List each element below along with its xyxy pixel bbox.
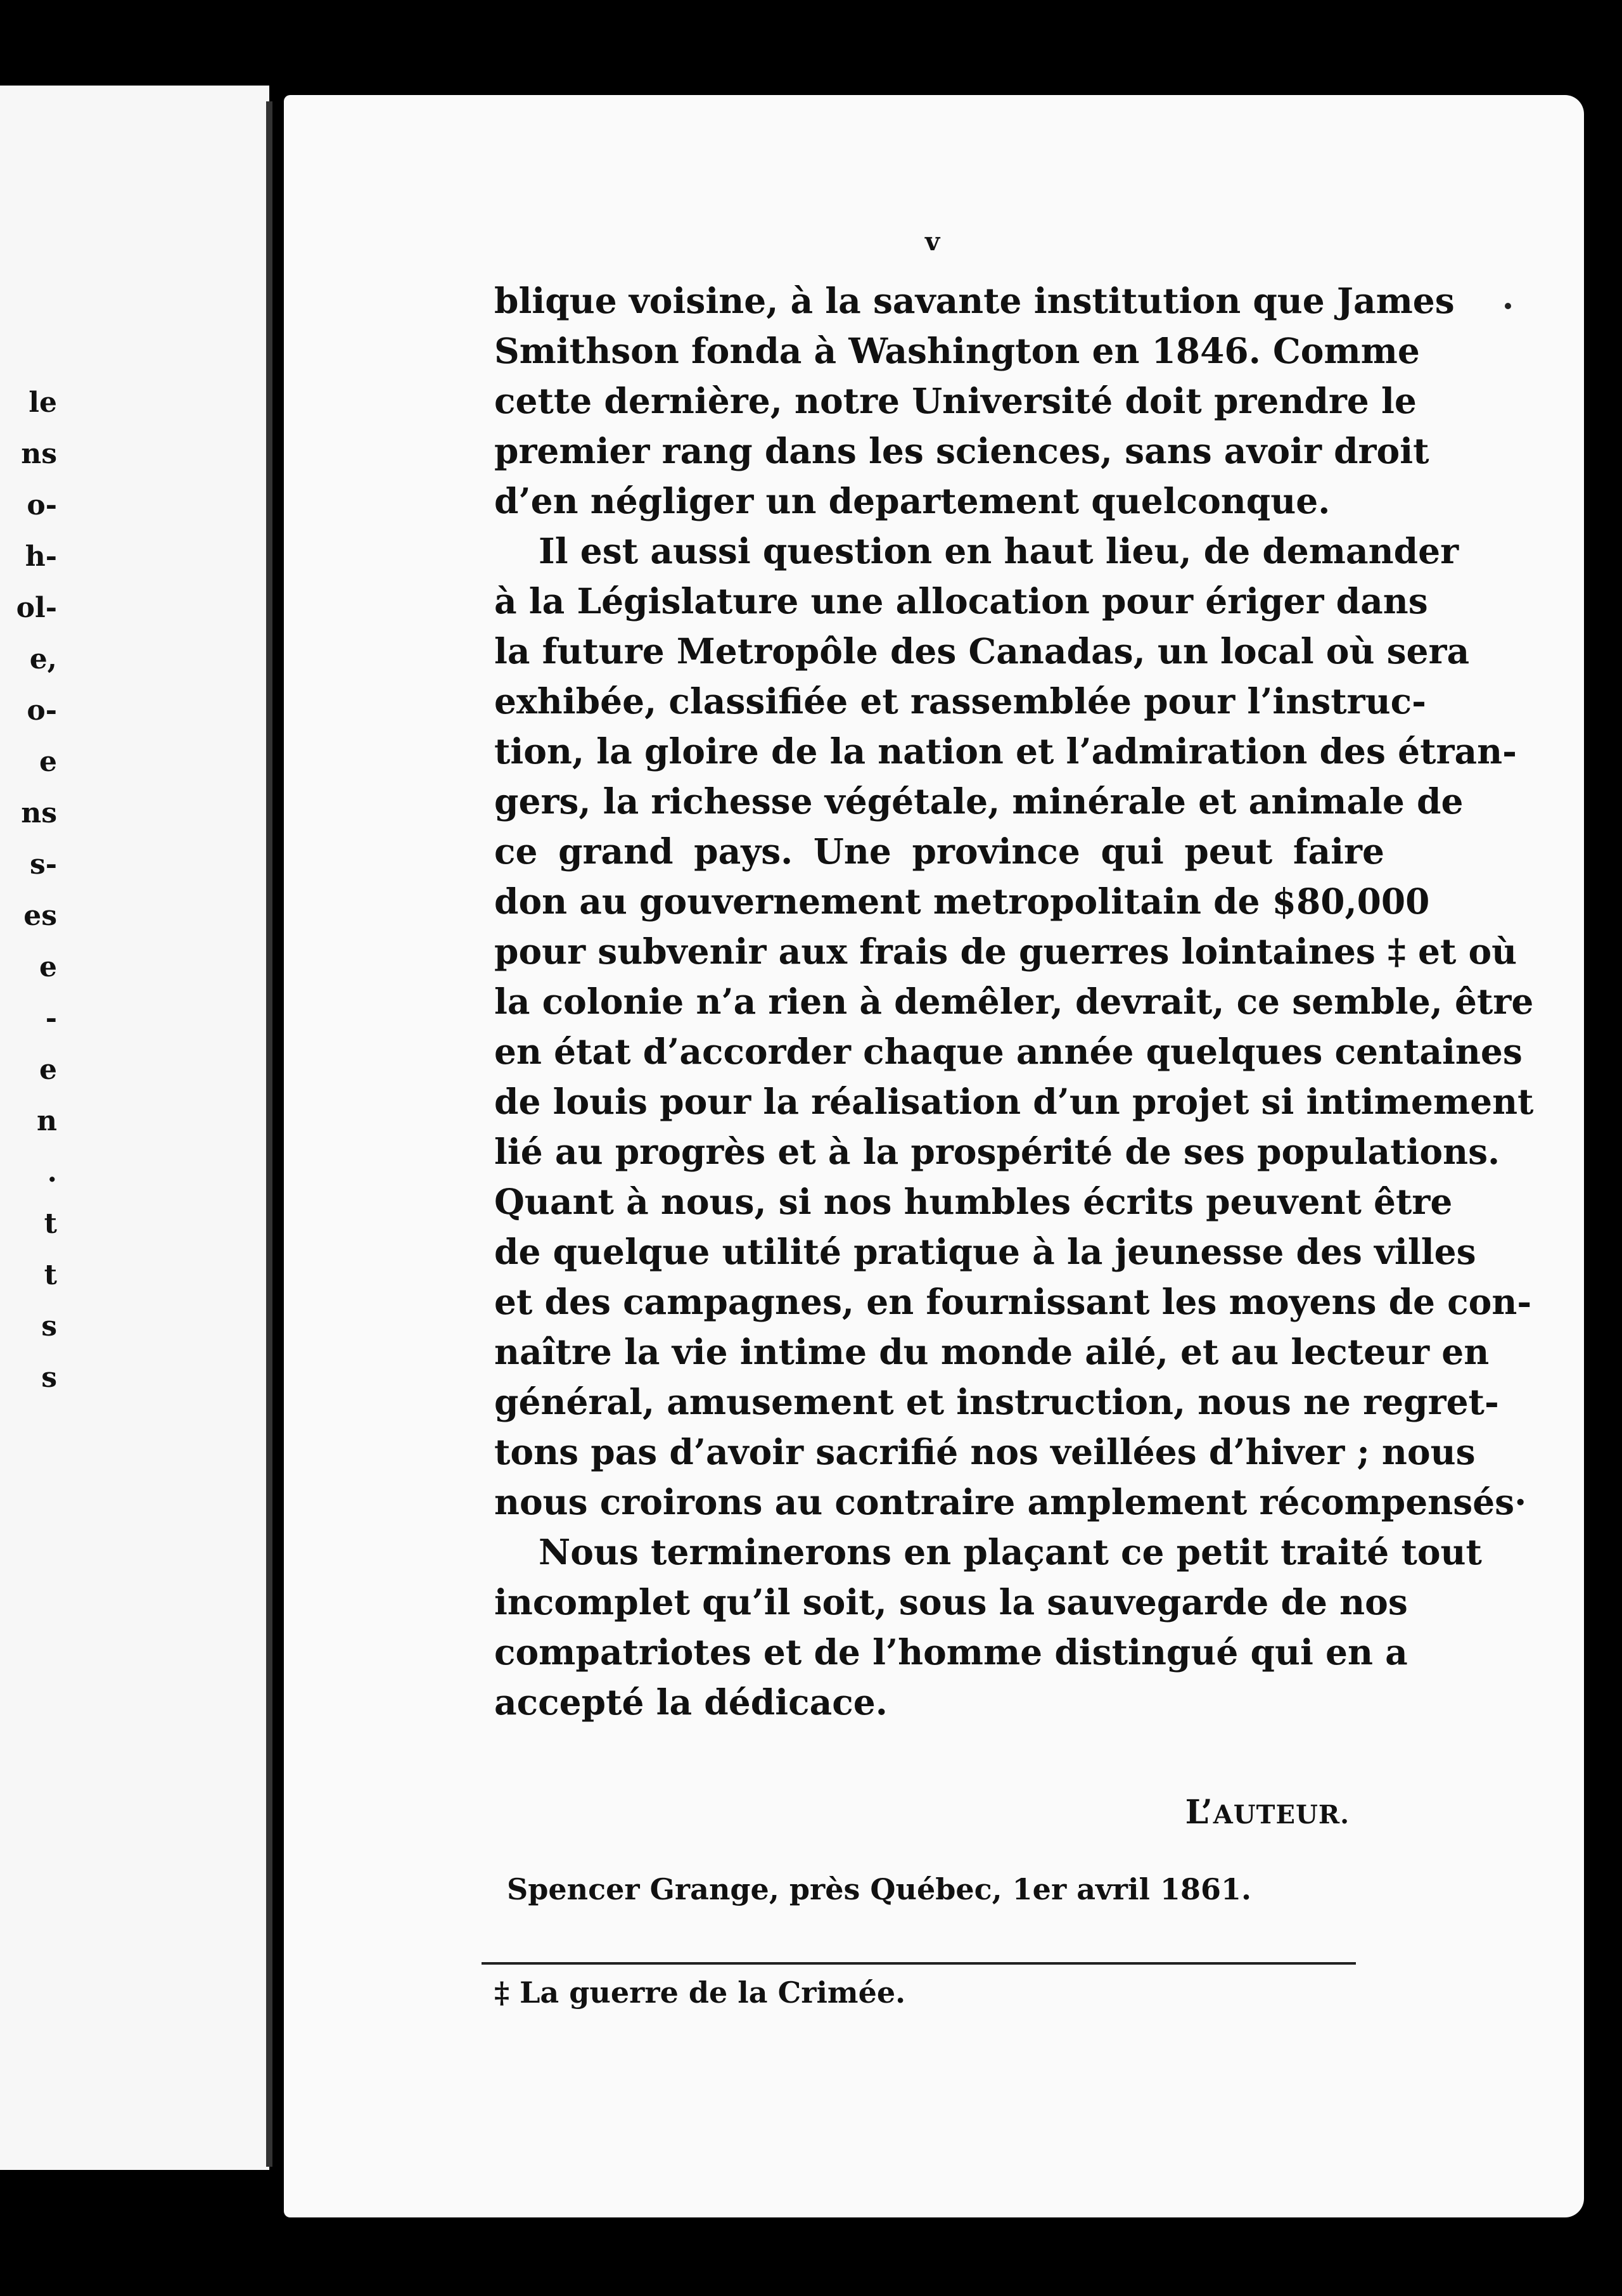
fragment: .: [47, 1156, 57, 1189]
fragment: es: [23, 900, 57, 932]
text-line: incomplet qu’il soit, sous la sauvegarde de nos: [494, 1581, 1408, 1623]
previous-page-text: [0, 377, 57, 1403]
text-line: compatriotes et de l’homme distingué qui en a: [494, 1631, 1408, 1673]
fragment: e: [39, 1054, 57, 1086]
text-line: de louis pour la réalisation d’un projet si intimement: [494, 1081, 1534, 1122]
author-signature: [1185, 1793, 1350, 1832]
text-line: cette dernière, notre Université doit prendre le: [494, 380, 1417, 421]
fragment: le: [29, 386, 57, 419]
fragment: e,: [29, 643, 57, 675]
fragment: e: [39, 951, 57, 983]
text-line: et des campagnes, en fournissant les moyens de con-: [494, 1281, 1532, 1322]
text-line: Quant à nous, si nos humbles écrits peuvent être: [494, 1181, 1453, 1222]
footnote-divider: [482, 1962, 1356, 1965]
fragment: ol-: [16, 592, 57, 624]
fragment: s: [41, 1362, 57, 1394]
page-number: v: [925, 227, 940, 257]
text-line: tion, la gloire de la nation et l’admiration des étran-: [494, 730, 1517, 772]
fragment: t: [44, 1259, 57, 1291]
fragment: s: [41, 1310, 57, 1343]
signature-rest: AUTEUR.: [1213, 1800, 1350, 1830]
fragment: t: [44, 1208, 57, 1240]
text-line: accepté la dédicace.: [494, 1681, 888, 1723]
body-text: [494, 276, 1534, 1727]
fragment: h-: [25, 540, 57, 573]
signature-initial: L’: [1185, 1793, 1213, 1832]
fragment: s-: [29, 848, 57, 881]
text-line: Nous terminerons en plaçant ce petit traité tout: [539, 1531, 1482, 1572]
text-line: nous croirons au contraire amplement récompensés·: [494, 1481, 1527, 1522]
speck-mark: [1505, 303, 1511, 309]
footnote: ‡ La guerre de la Crimée.: [494, 1975, 906, 2010]
text-line: exhibée, classifiée et rassemblée pour l’instruc-: [494, 680, 1426, 722]
text-line: Il est aussi question en haut lieu, de demander: [539, 530, 1459, 571]
fragment: -: [45, 1002, 57, 1035]
text-line: à la Législature une allocation pour ériger dans: [494, 580, 1428, 622]
fragment: o-: [27, 489, 57, 521]
text-line: la colonie n’a rien à demêler, devrait, ce semble, être: [494, 981, 1534, 1022]
text-line: pour subvenir aux frais de guerres lointaines ‡ et où: [494, 931, 1517, 972]
previous-page-strip: [0, 86, 269, 2170]
fragment: ns: [21, 438, 57, 470]
text-line: lié au progrès et à la prospérité de ses populations.: [494, 1131, 1500, 1172]
fragment: n: [37, 1105, 57, 1137]
text-line: en état d’accorder chaque année quelques centaines: [494, 1031, 1523, 1072]
book-spine: [266, 101, 272, 2167]
text-line: gers, la richesse végétale, minérale et animale de: [494, 781, 1464, 822]
place-date: Spencer Grange, près Québec, 1er avril 1861.: [507, 1872, 1251, 1906]
text-line: naître la vie intime du monde ailé, et au lecteur en: [494, 1331, 1490, 1372]
text-line: général, amusement et instruction, nous ne regret-: [494, 1381, 1499, 1422]
text-line: la future Metropôle des Canadas, un local où sera: [494, 630, 1470, 672]
text-line: tons pas d’avoir sacrifié nos veillées d’hiver ; nous: [494, 1431, 1476, 1472]
text-line: don au gouvernement metropolitain de $80,000: [494, 881, 1430, 922]
fragment: ns: [21, 797, 57, 829]
fragment: o-: [27, 694, 57, 727]
text-line: ce grand pays. Une province qui peut faire: [494, 831, 1384, 872]
text-line: premier rang dans les sciences, sans avoir droit: [494, 430, 1429, 471]
fragment: e: [39, 746, 57, 778]
text-line: Smithson fonda à Washington en 1846. Comme: [494, 330, 1420, 371]
text-line: de quelque utilité pratique à la jeunesse des villes: [494, 1231, 1476, 1272]
text-line: d’en négliger un departement quelconque.: [494, 480, 1331, 521]
text-line: blique voisine, à la savante institution que James: [494, 280, 1455, 321]
